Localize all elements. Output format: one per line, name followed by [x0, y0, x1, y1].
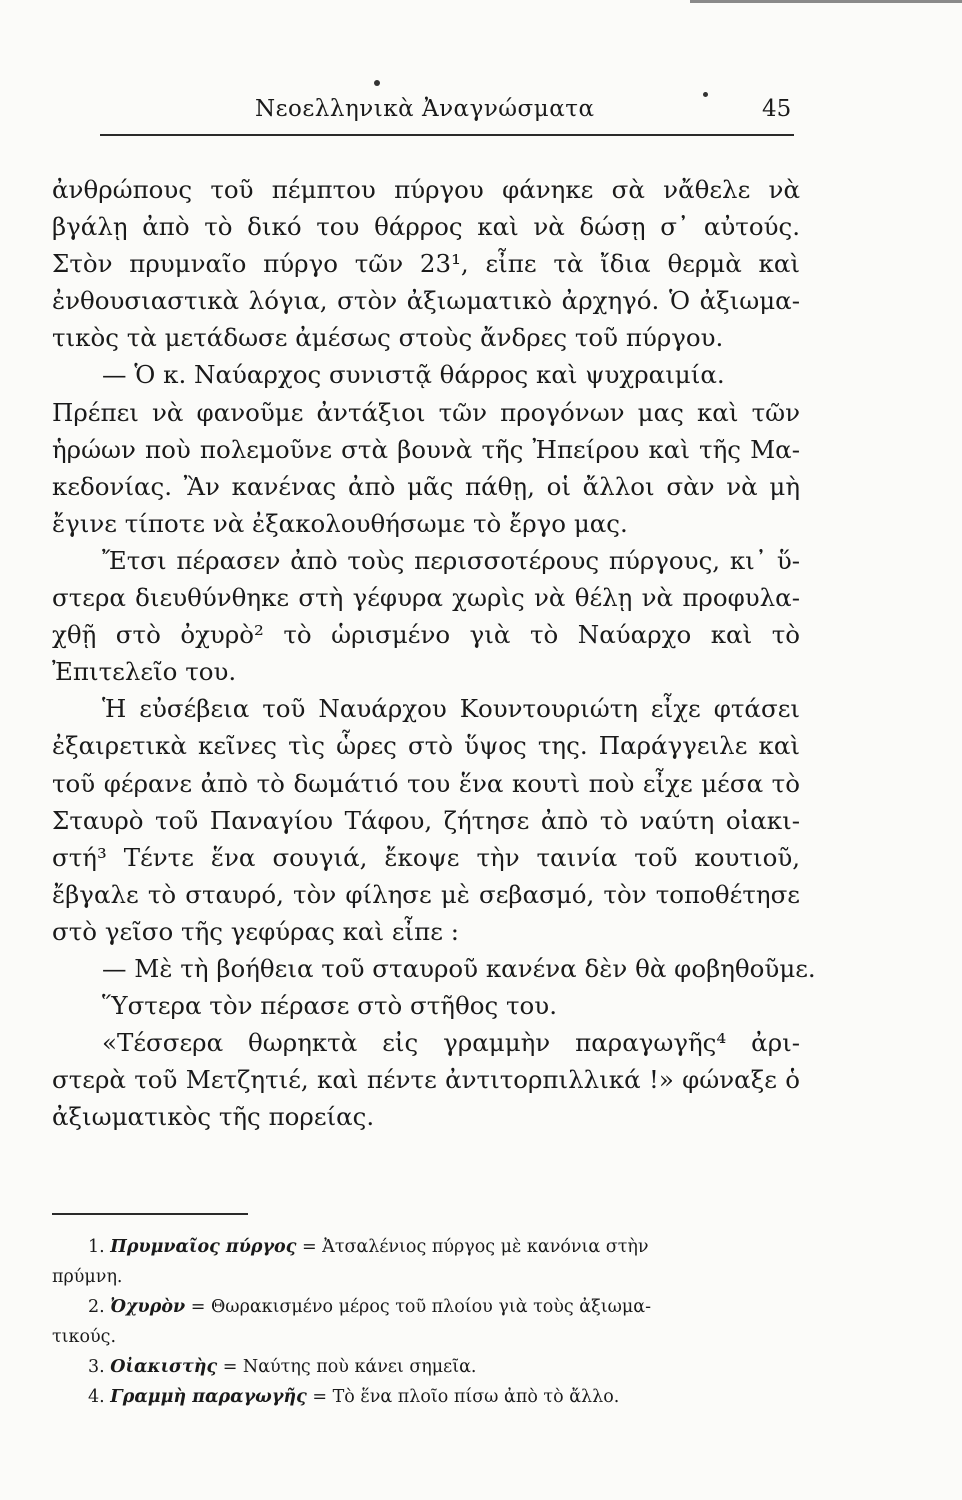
text-line: στὸ γεῖσο τῆς γεφύρας καὶ εἶπε :: [52, 916, 459, 946]
footnote-definition: = Ναύτης ποὺ κάνει σημεῖα.: [222, 1357, 477, 1377]
text-line: κεδονίας. Ἂν κανένας ἀπὸ μᾶς πάθῃ, οἱ ἄλλοι σὰν νὰ μὴ: [52, 471, 800, 501]
text-line: Σταυρὸ τοῦ Παναγίου Τάφου, ζήτησε ἀπὸ τὸ ναύτη οἰακι-: [52, 805, 800, 835]
text-line: — Ὁ κ. Ναύαρχος συνιστᾷ θάρρος καὶ ψυχραιμία.: [102, 360, 725, 390]
text-line: «Τέσσερα θωρηκτὰ εἰς γραμμὴν παραγωγῆς⁴ ἀρι-: [102, 1028, 800, 1058]
footnote-term: Ὀχυρὸν: [110, 1297, 186, 1317]
footnote-term: Οἰακιστὴς: [110, 1357, 218, 1377]
text-line: στερὰ τοῦ Μετζητιέ, καὶ πέντε ἀντιτορπιλλικά !» φώναξε ὁ: [52, 1065, 800, 1095]
text-line: ἐξαιρετικὰ κεῖνες τὶς ὧρες στὸ ὕψος της. Παράγγειλε καὶ: [52, 731, 800, 761]
text-line: Στὸν πρυμναῖο πύργο τῶν 23¹, εἶπε τὰ ἴδια θερμὰ καὶ: [52, 249, 800, 279]
page-number: 45: [762, 96, 792, 122]
footnote-number: 2.: [88, 1297, 105, 1317]
text-line: Ὕστερα τὸν πέρασε στὸ στῆθος του.: [102, 991, 557, 1021]
text-line: ἡρώων ποὺ πολεμοῦνε στὰ βουνὰ τῆς Ἠπείρου καὶ τῆς Μα-: [52, 434, 800, 464]
footnote-definition: = Θωρακισμένο μέρος τοῦ πλοίου γιὰ τοὺς ἀξιωμα-: [190, 1297, 651, 1317]
text-line: — Μὲ τὴ βοήθεια τοῦ σταυροῦ κανένα δὲν θὰ φοβηθοῦμε.: [102, 953, 816, 983]
footnote-definition: = Ἀτσαλένιος πύργος μὲ κανόνια στὴν: [301, 1237, 649, 1257]
text-line: ἀνθρώπους τοῦ πέμπτου πύργου φάνηκε σὰ νἄθελε νὰ: [52, 175, 800, 204]
footnote-separator: [52, 1213, 248, 1215]
page-edge-shadow: [690, 0, 962, 3]
text-line: βγάλῃ ἀπὸ τὸ δικό του θάρρος καὶ νὰ δώσῃ σ᾿ αὐτούς.: [52, 212, 800, 242]
footnote-continuation: πρύμνη.: [52, 1267, 123, 1287]
text-line: τικὸς τὰ μετάδωσε ἀμέσως στοὺς ἄνδρες τοῦ πύργου.: [52, 323, 724, 353]
text-line: Πρέπει νὰ φανοῦμε ἀντάξιοι τῶν προγόνων μας καὶ τῶν: [52, 397, 800, 427]
running-header: [100, 96, 800, 136]
ink-speck: [374, 80, 380, 86]
footnote-term: Πρυμναῖος πύργος: [110, 1237, 297, 1257]
running-title: Νεοελληνικὰ Ἀναγνώσματα: [255, 96, 595, 122]
text-line: στή³ Τέντε ἕνα σουγιά, ἔκοψε τὴν ταινία τοῦ κουτιοῦ,: [52, 842, 800, 872]
text-line: ἔβγαλε τὸ σταυρό, τὸν φίλησε μὲ σεβασμό, τὸν τοποθέτησε: [52, 879, 800, 909]
footnote-definition: = Τὸ ἕνα πλοῖο πίσω ἀπὸ τὸ ἄλλο.: [312, 1387, 620, 1407]
body-text: [52, 171, 816, 1135]
text-line: Ἡ εὐσέβεια τοῦ Ναυάρχου Κουντουριώτη εἶχε φτάσει: [102, 694, 800, 724]
footnote-continuation: τικούς.: [52, 1327, 117, 1347]
footnote-number: 3.: [88, 1357, 105, 1377]
text-line: ἀξιωματικὸς τῆς πορείας.: [52, 1102, 375, 1132]
text-line: ἔγινε τίποτε νὰ ἐξακολουθήσωμε τὸ ἔργο μας.: [52, 508, 628, 538]
text-line: στερα διευθύνθηκε στὴ γέφυρα χωρὶς νὰ θέλῃ νὰ προφυλα-: [52, 583, 800, 613]
footnote-number: 4.: [88, 1387, 105, 1407]
footnote: [52, 1352, 792, 1382]
footnotes: [52, 1232, 792, 1412]
header-rule: [100, 134, 794, 136]
text-line: ἐνθουσιαστικὰ λόγια, στὸν ἀξιωματικὸ ἀρχηγό. Ὁ ἀξιωμα-: [52, 286, 800, 316]
text-line: χθῇ στὸ ὀχυρὸ² τὸ ὡρισμένο γιὰ τὸ Ναύαρχο καὶ τὸ: [52, 620, 800, 650]
text-line: τοῦ φέρανε ἀπὸ τὸ δωμάτιό του ἕνα κουτὶ ποὺ εἶχε μέσα τὸ: [52, 768, 800, 798]
text-line: Ἔτσι πέρασεν ἀπὸ τοὺς περισσοτέρους πύργους, κι᾿ ὕ-: [102, 545, 800, 575]
footnote-number: 1.: [88, 1237, 105, 1257]
text-line: Ἐπιτελεῖο του.: [52, 657, 237, 687]
footnote-term: Γραμμὴ παραγωγῆς: [110, 1387, 307, 1407]
footnote: [52, 1292, 792, 1322]
footnote: [52, 1232, 792, 1262]
footnote: [52, 1382, 792, 1412]
